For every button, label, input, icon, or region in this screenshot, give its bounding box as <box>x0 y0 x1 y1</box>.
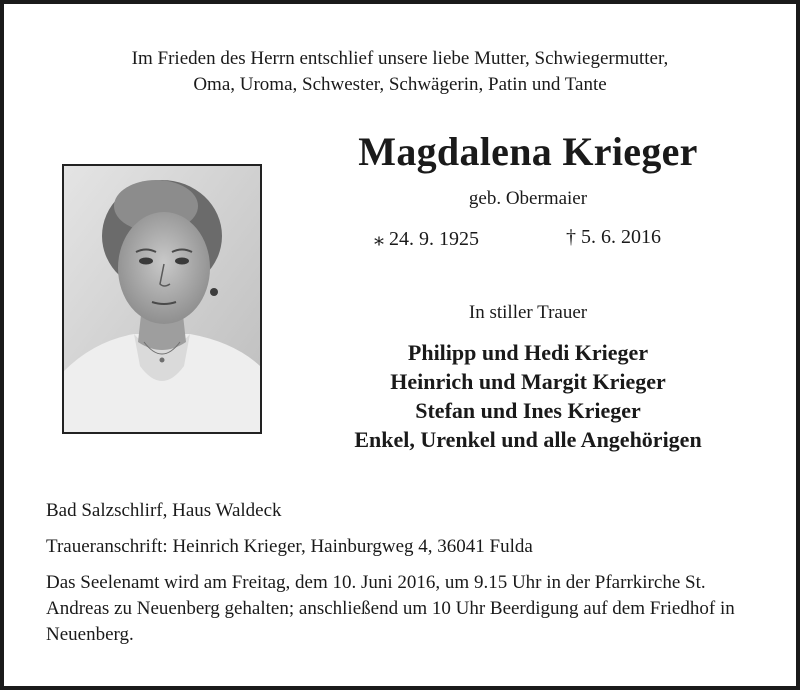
birth-date: ⁎ 24. 9. 1925 <box>374 228 479 250</box>
deceased-name: Magdalena Krieger <box>358 129 698 174</box>
portrait-image <box>64 166 260 432</box>
location-text: Bad Salzschlirf, Haus Waldeck <box>46 500 282 521</box>
mourning-address: Traueranschrift: Heinrich Krieger, Hainburgweg 4, 36041 Fulda <box>46 536 533 557</box>
mourners-list <box>304 338 752 454</box>
deceased-block <box>304 126 752 212</box>
portrait-photo <box>62 164 262 434</box>
mourner-line: Philipp und Hedi Krieger <box>407 340 649 365</box>
death-date: † 5. 6. 2016 <box>566 226 661 248</box>
mourner-line: Stefan und Ines Krieger <box>415 398 641 423</box>
maiden-name: geb. Obermaier <box>468 188 588 209</box>
mourner-line: Enkel, Urenkel und alle Angehörigen <box>354 427 702 452</box>
mourning-heading: In stiller Trauer <box>468 302 588 323</box>
mourner-line: Heinrich und Margit Krieger <box>390 369 666 394</box>
intro-text <box>4 46 796 98</box>
footer-info <box>46 498 766 648</box>
intro-line-1: Im Frieden des Herrn entschlief unsere liebe Mutter, Schwiegermutter, <box>131 48 669 69</box>
life-dates <box>304 226 752 254</box>
service-details: Das Seelenamt wird am Freitag, dem 10. Juni 2016, um 9.15 Uhr in der Pfarrkirche St. Andreas zu Neuenberg gehalten; anschließend um 10 Uhr Beerdigung auf dem Friedhof in Neuenberg. <box>46 572 735 645</box>
intro-line-2: Oma, Uroma, Schwester, Schwägerin, Patin und Tante <box>193 74 607 95</box>
